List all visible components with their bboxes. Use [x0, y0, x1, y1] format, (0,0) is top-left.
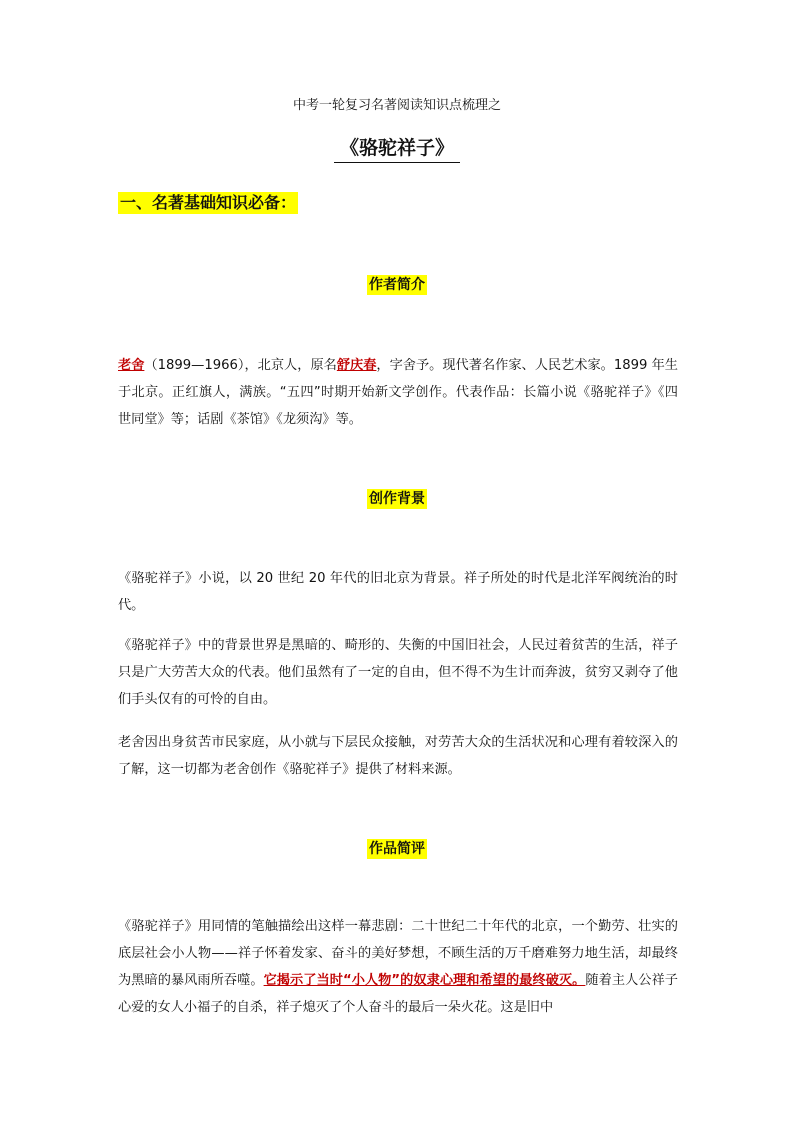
review-paragraph — [118, 913, 678, 1021]
author-intro-text-b: ，字舍予。现代著名作家、人民艺术家。1899 年生于北京。正红旗人，满族。“五四”时期开始新文学创作。代表作品：长篇小说《骆驼祥子》《四世同堂》等；话剧《茶馆》《龙须沟》等。 — [118, 358, 678, 427]
author-intro-heading: 作者简介 — [369, 277, 425, 293]
author-intro-heading-wrapper — [0, 274, 794, 295]
document-subtitle: 中考一轮复习名著阅读知识点梳理之 — [292, 98, 501, 113]
background-paragraph-2: 《骆驼祥子》中的背景世界是黑暗的、畸形的、失衡的中国旧社会，人民过着贫苦的生活，祥子只是广大劳苦大众的代表。他们虽然有了一定的自由，但不得不为生计而奔波，贫穷又剥夺了他们手头仅有的可怜的自由。 — [118, 638, 678, 707]
document-title: 《骆驼祥子》 — [334, 136, 460, 163]
author-intro-text-a: （1899—1966），北京人，原名 — [144, 358, 337, 373]
document-title-wrapper — [0, 136, 794, 163]
author-name: 老舍 — [118, 358, 145, 373]
background-heading-wrapper — [0, 488, 794, 509]
section-heading-basics: 一、名著基础知识必备： — [120, 193, 297, 212]
review-highlight: 它揭示了当时“小人物”的奴隶心理和希望的最终破灭。 — [263, 973, 586, 988]
background-paragraph-1: 《骆驼祥子》小说，以 20 世纪 20 年代的旧北京为背景。祥子所处的时代是北洋军阀统治的时代。 — [118, 571, 678, 613]
author-real-name: 舒庆春 — [336, 358, 377, 373]
review-text-b: 随着主人公祥子心爱的女人小福子的自杀，祥子熄灭了个人奋斗的最后一朵火花。这是旧中 — [118, 973, 678, 1015]
review-heading-wrapper — [0, 838, 794, 859]
review-heading: 作品简评 — [369, 841, 425, 857]
background-heading: 创作背景 — [369, 491, 425, 507]
author-intro-paragraph — [118, 352, 678, 433]
review-text-a: 《骆驼祥子》用同情的笔触描绘出这样一幕悲剧：二十世纪二十年代的北京，一个勤劳、壮实的底层社会小人物——祥子怀着发家、奋斗的美好梦想，不顾生活的万千磨难努力地生活，却最终为黑暗的暴风雨所吞噬。 — [118, 919, 678, 988]
background-paragraph-3: 老舍因出身贫苦市民家庭，从小就与下层民众接触，对劳苦大众的生活状况和心理有着较深入的了解，这一切都为老舍创作《骆驼祥子》提供了材料来源。 — [118, 735, 678, 777]
